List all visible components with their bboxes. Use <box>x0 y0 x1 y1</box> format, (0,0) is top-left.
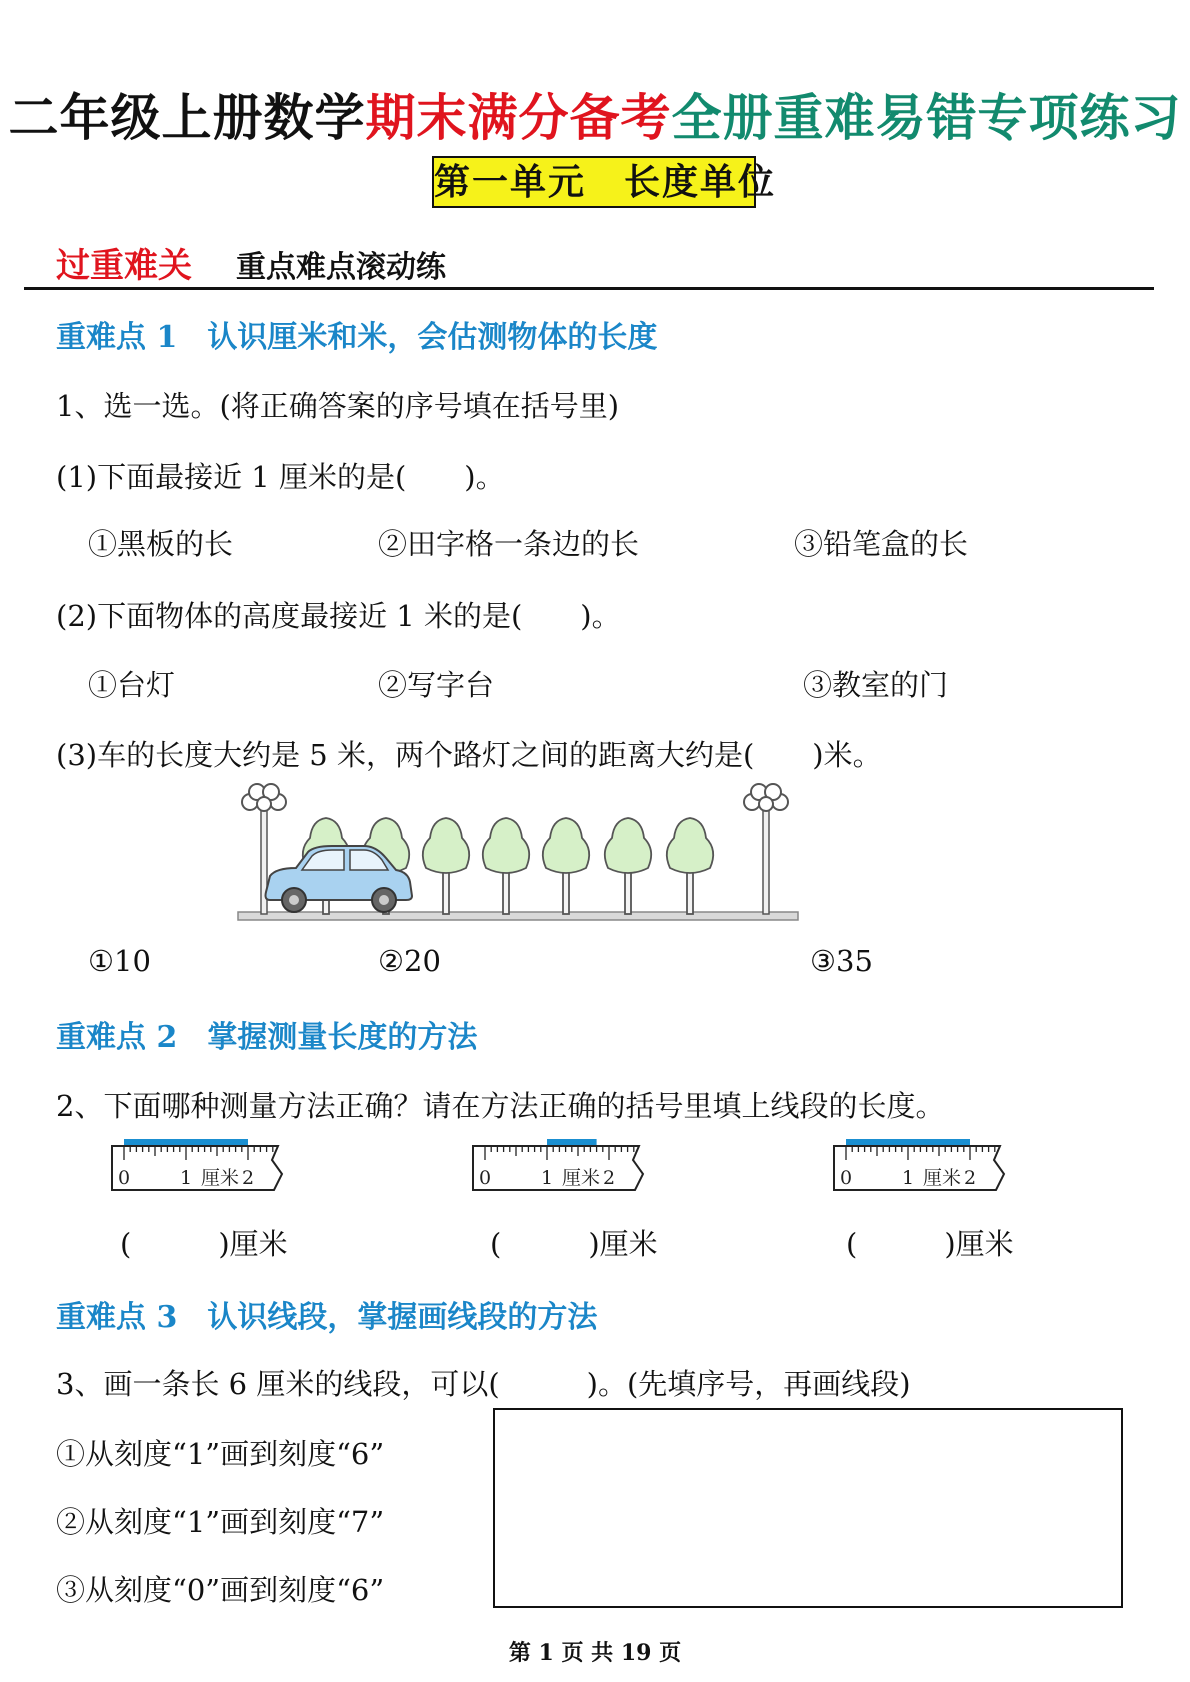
tree <box>667 818 713 914</box>
ruler-label-2: 2 <box>963 1167 977 1189</box>
q1-2-option-b: ②写字台 <box>378 668 495 702</box>
street-illustration <box>236 780 802 930</box>
section-divider <box>24 287 1154 290</box>
drawing-area[interactable] <box>493 1408 1123 1608</box>
ruler-label-1: 1 <box>901 1167 915 1189</box>
ruler-label-2: 2 <box>241 1167 255 1189</box>
title-part-practice: 全册重难易错专项练习 <box>671 88 1182 147</box>
q1-1-option-b: ②田字格一条边的长 <box>378 527 640 561</box>
measured-segment <box>846 1139 970 1145</box>
q1-3-option-a: ①10 <box>88 944 151 978</box>
ruler-label-0: 0 <box>839 1167 853 1189</box>
ruler-3 <box>832 1132 1022 1204</box>
tree <box>543 818 589 914</box>
ruler-1 <box>110 1132 300 1204</box>
page-title <box>0 78 1190 150</box>
unit-title: 第一单元 长度单位 <box>432 156 756 208</box>
ruler-label-unit: 厘米 <box>200 1167 240 1189</box>
q2-answer-blank-3[interactable]: ( )厘米 <box>846 1227 1014 1261</box>
question-2-stem: 2、下面哪种测量方法正确？请在方法正确的括号里填上线段的长度。 <box>56 1089 945 1123</box>
measured-segment <box>547 1139 597 1145</box>
q1-3-option-b: ②20 <box>378 944 441 978</box>
q2-answer-blank-1[interactable]: ( )厘米 <box>120 1227 288 1261</box>
key-point-3: 重难点 3 认识线段，掌握画线段的方法 <box>56 1300 598 1335</box>
section-subtitle: 重点难点滚动练 <box>236 250 446 285</box>
tree <box>423 818 469 914</box>
ruler-label-2: 2 <box>602 1167 616 1189</box>
ruler-label-unit: 厘米 <box>922 1167 962 1189</box>
q3-option-c: ③从刻度“0”画到刻度“6” <box>56 1573 385 1607</box>
ruler-label-unit: 厘米 <box>561 1167 601 1189</box>
question-1-1: (1)下面最接近 1 厘米的是( )。 <box>56 460 505 494</box>
q1-1-option-a: ①黑板的长 <box>88 527 234 561</box>
q3-option-b: ②从刻度“1”画到刻度“7” <box>56 1505 385 1539</box>
q3-option-a: ①从刻度“1”画到刻度“6” <box>56 1437 385 1471</box>
ruler-label-0: 0 <box>478 1167 492 1189</box>
title-part-grade: 二年级上册数学 <box>8 88 366 147</box>
question-1-3: (3)车的长度大约是 5 米，两个路灯之间的距离大约是( )米。 <box>56 738 882 772</box>
section-label: 过重难关 <box>56 246 192 286</box>
q1-1-option-c: ③铅笔盒的长 <box>794 527 969 561</box>
q1-3-option-c: ③35 <box>810 944 873 978</box>
ruler-label-0: 0 <box>117 1167 131 1189</box>
key-point-2: 重难点 2 掌握测量长度的方法 <box>56 1020 478 1055</box>
ruler-body <box>473 1146 643 1190</box>
ruler-body <box>112 1146 282 1190</box>
street-lamp-right <box>744 784 788 914</box>
tree <box>483 818 529 914</box>
q2-answer-blank-2[interactable]: ( )厘米 <box>490 1227 658 1261</box>
tree <box>605 818 651 914</box>
measured-segment <box>124 1139 248 1145</box>
title-part-exam: 期末满分备考 <box>365 88 672 147</box>
question-3-stem: 3、画一条长 6 厘米的线段，可以( )。(先填序号，再画线段) <box>56 1367 911 1401</box>
key-point-1: 重难点 1 认识厘米和米，会估测物体的长度 <box>56 320 658 355</box>
ruler-label-1: 1 <box>540 1167 554 1189</box>
page-footer: 第 1 页 共 19 页 <box>508 1640 682 1666</box>
question-1-2: (2)下面物体的高度最接近 1 米的是( )。 <box>56 599 621 633</box>
ruler-label-1: 1 <box>179 1167 193 1189</box>
q1-2-option-a: ①台灯 <box>88 668 176 702</box>
ruler-2 <box>471 1132 661 1204</box>
question-1-stem: 1、选一选。(将正确答案的序号填在括号里) <box>56 389 620 423</box>
q1-2-option-c: ③教室的门 <box>803 668 949 702</box>
ruler-body <box>834 1146 1004 1190</box>
